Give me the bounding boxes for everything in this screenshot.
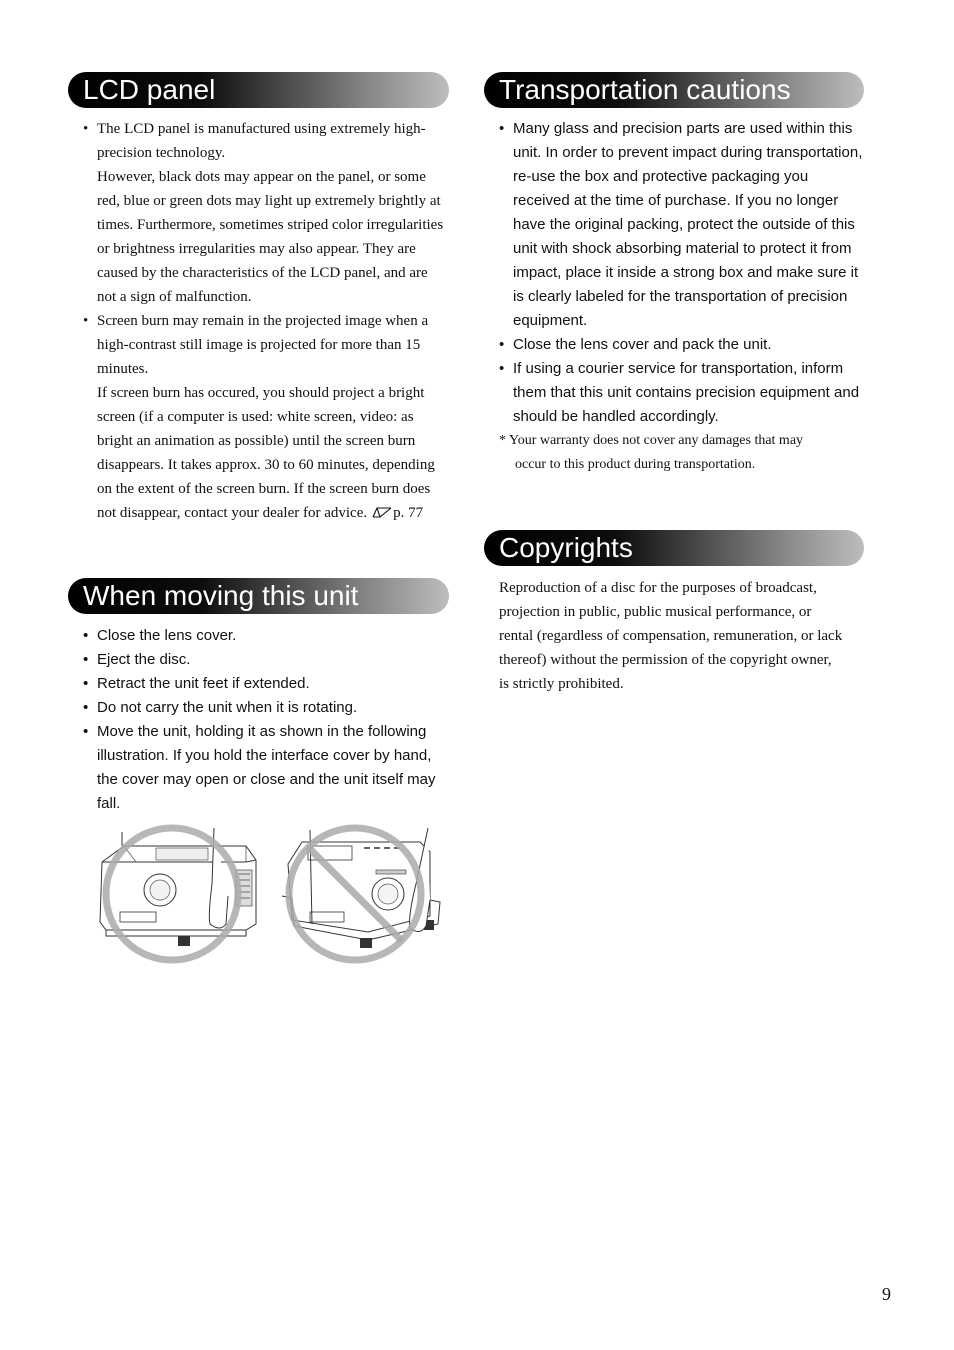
warranty-note-line1: * Your warranty does not cover any damages that may (499, 433, 804, 448)
when-moving-heading: When moving this unit (68, 578, 449, 614)
transportation-list (484, 117, 864, 429)
left-column (68, 72, 449, 812)
warranty-note-line2: occur to this product during transportation. (515, 457, 756, 472)
copyrights-text: Reproduction of a disc for the purposes of broadcast, projection in public, public musical performance, or rental (regardless of compensation, remuneration, or lack thereof) without the permission of the copyright owner, is strictly prohibited. (499, 580, 843, 692)
illustration-correct-carry (96, 824, 260, 966)
lcd-item2-line2 (97, 381, 449, 525)
right-column (484, 72, 864, 692)
lcd-item2-text: If screen burn has occured, you should project a bright screen (if a computer is used: white screen, video: as bright an animation as possible) until the screen burn disappears. It takes approx. 30 to 60 minutes, depending on the extent of the screen burn. If the screen burn does not disappear, contact your dealer for advice. (97, 385, 435, 521)
lcd-panel-list (68, 117, 449, 525)
lcd-item2-line1: • Screen burn may remain in the projected image when a high-contrast still image is projected for more than 15 minutes. (97, 313, 429, 377)
copyrights-heading: Copyrights (484, 530, 864, 566)
page-number: 9 (882, 1284, 891, 1304)
list-item: • Move the unit, holding it as shown in the following illustration. If you hold the interface cover by hand, the cover may open or close and the unit itself may fall. (68, 720, 449, 816)
page-reference-icon (371, 505, 393, 519)
list-item: • Close the lens cover and pack the unit. (484, 333, 864, 357)
illustration-prohibited-carry (280, 824, 442, 966)
lcd-item1-line2: However, black dots may appear on the panel, or some red, blue or green dots may light up extremely brightly at times. Furthermore, sometimes striped color irregularities or brightness irregularities may also appear. They are caused by the characteristics of the LCD panel, and are not a sign of malfunction. (97, 169, 444, 305)
lcd-item1-line1: • The LCD panel is manufactured using extremely high-precision technology. (97, 121, 426, 161)
lcd-panel-heading: LCD panel (68, 72, 449, 108)
list-item: • Retract the unit feet if extended. (68, 672, 449, 696)
transportation-cautions-heading: Transportation cautions (484, 72, 864, 108)
when-moving-list (68, 624, 449, 816)
list-item: • Many glass and precision parts are used within this unit. In order to prevent impact during transportation, re-use the box and protective packaging you received at the time of purchase. If you no longer have the original packing, protect the outside of this unit with shock absorbing material to protect it from impact, place it inside a strong box and make sure it is clearly labeled for the transportation of precision equipment. (484, 117, 864, 333)
list-item: • Close the lens cover. (68, 624, 449, 648)
list-item (68, 117, 449, 309)
lcd-page-reference[interactable]: p. 77 (393, 505, 424, 521)
warranty-note (484, 429, 864, 477)
list-item: • Do not carry the unit when it is rotating. (68, 696, 449, 720)
list-item: • Eject the disc. (68, 648, 449, 672)
list-item (68, 309, 449, 525)
list-item: • If using a courier service for transportation, inform them that this unit contains precision equipment and should be handled accordingly. (484, 357, 864, 429)
